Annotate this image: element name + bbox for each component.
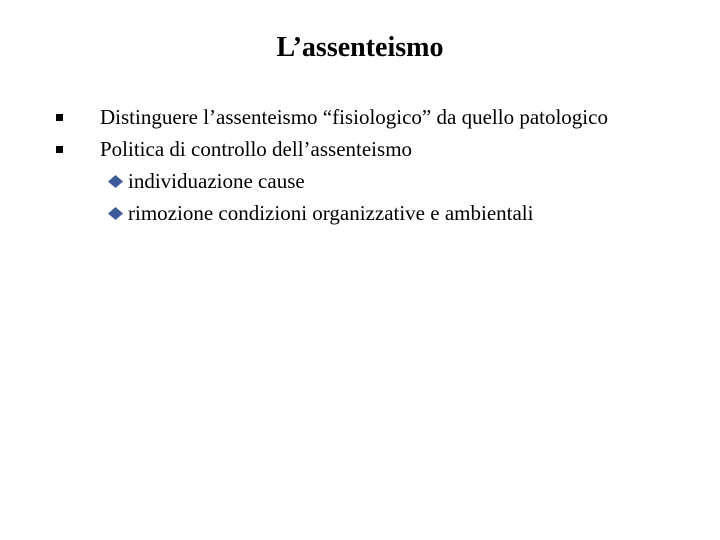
diamond-bullet-icon: [108, 207, 123, 220]
bullet-item-distinguish: [0, 101, 720, 133]
square-bullet-icon: [56, 146, 63, 153]
bullet-list: [0, 101, 720, 229]
subbullet-item-conditions: [0, 197, 720, 229]
bullet-text: Politica di controllo dell’assenteismo: [100, 137, 413, 161]
diamond-bullet-icon: [108, 175, 123, 188]
bullet-item-policy: [0, 133, 720, 165]
subbullet-text: rimozione condizioni organizzative e ambientali: [128, 201, 534, 225]
subbullet-item-causes: [0, 165, 720, 197]
subbullet-text: individuazione cause: [128, 169, 305, 193]
bullet-text: Distinguere l’assenteismo “fisiologico” da quello patologico: [100, 105, 608, 129]
slide-title: L’assenteismo: [276, 32, 444, 63]
square-bullet-icon: [56, 114, 63, 121]
